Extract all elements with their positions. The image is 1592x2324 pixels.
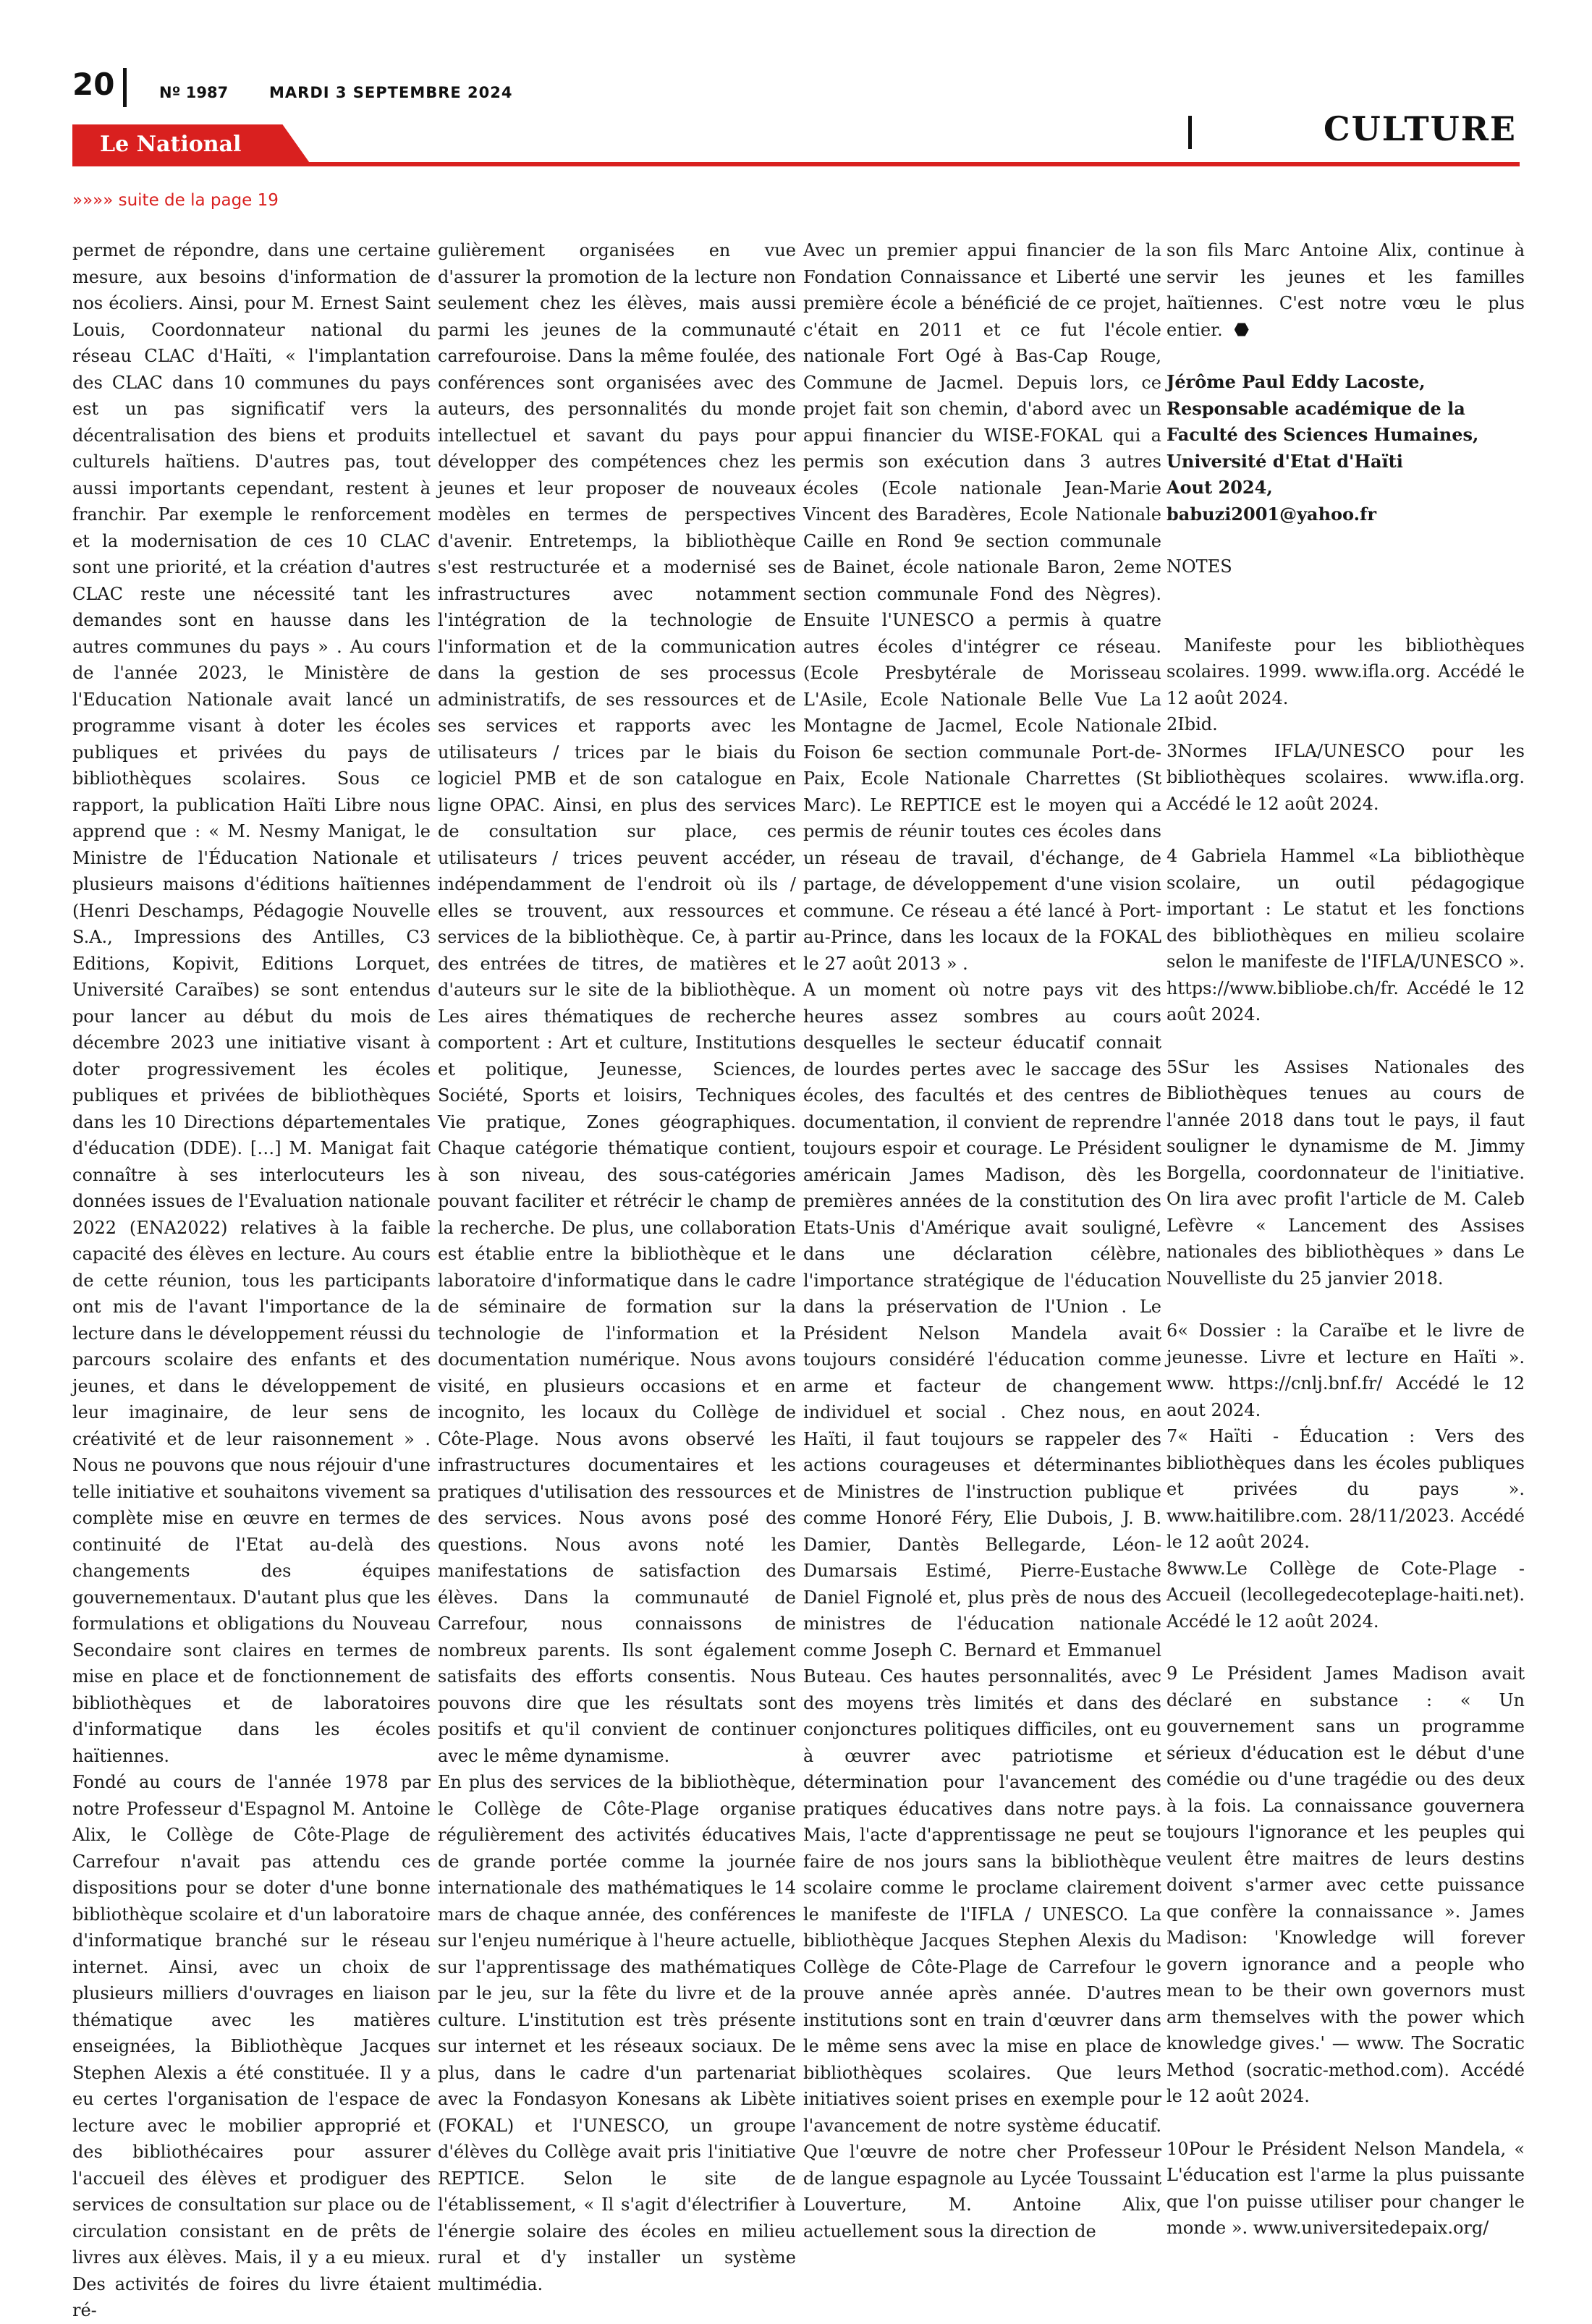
note-10: 10Pour le Président Nelson Mandela, « L'éducation est l'arme la plus puissante que l'on puisse utiliser pour changer le monde ». www.universitedepaix.org/	[1167, 2138, 1525, 2238]
notes-heading: NOTES	[1167, 556, 1232, 577]
article-body	[0, 237, 1592, 2320]
page-number: 20	[72, 67, 115, 102]
note-4: 4 Gabriela Hammel «La bibliothèque scolaire, un outil pédagogique important : Le statut et les fonctions des bibliothèques en milieu scolaire selon le manifeste de l'IFLA/UNESCO ». https://www.bibliobe.ch/fr. Accédé le 12 août 2024.	[1167, 846, 1525, 1025]
column-1	[72, 237, 431, 2320]
note-9: 9 Le Président James Madison avait déclaré en substance : « Un gouvernement sans un programme sérieux d'éducation est le début d'une comédie ou d'une tragédie ou des deux à la fois. La connaissance gouvernera toujours l'ignorance et les peuples qui veulent être maitres de leurs destins doivent s'armer avec cette puissance que confère la connaissance ». James Madison: 'Knowledge will forever govern ignorance and a people who mean to be their own governors must arm themselves with the power which knowledge gives.' — www. The Socratic Method (socratic-method.com). Accédé le 12 août 2024.	[1167, 1663, 1525, 2106]
note-7: 7« Haïti - Éducation : Vers des bibliothèques dans les écoles publiques et privées du pays ». www.haitilibre.com. 28/11/2023. Accédé le 12 août 2024.	[1167, 1426, 1525, 1552]
page-header	[0, 0, 1592, 174]
column-2	[438, 237, 796, 2294]
paragraph	[1167, 237, 1525, 343]
author-name: Jérôme Paul Eddy Lacoste,	[1167, 371, 1426, 392]
continued-from: »»»» suite de la page 19	[72, 191, 279, 210]
publication-date: MARDI 3 SEPTEMBRE 2024	[269, 84, 513, 101]
column-4	[1167, 237, 1525, 2238]
note-5: 5Sur les Assises Nationales des Bibliothèques tenues au cours de l'année 2018 dans tout le pays, il faut souligner le dynamisme de M. Jimmy Borgella, coordonnateur de l'initiative. On lira avec profit l'article de M. Caleb Lefèvre « Lancement des Assises nationales des bibliothèques » dans Le Nouvelliste du 25 janvier 2018.	[1167, 1056, 1525, 1289]
end-of-article-icon	[1235, 323, 1249, 337]
author-signature	[1167, 369, 1525, 527]
paragraph: gulièrement organisées en vue d'assurer la promotion de la lecture non seulement chez les élèves, mais aussi parmi les jeunes de la communauté carrefouroise. Dans la même foulée, des conférences sont organisées avec des auteurs, des personnalités du monde intellectuel et savant du pays pour développer des compétences chez les jeunes et leur proposer de nouveaux modèles en termes de perspectives d'avenir. Entretemps, la bibliothèque s'est restructurée et a modernisé ses infrastructures avec notamment l'intégration de la technologie de l'information et de la communication dans la gestion de ses processus administratifs, de ses ressources et de ses services et rapports avec les utilisateurs / trices par le biais du logiciel PMB et de son catalogue en ligne OPAC. Ainsi, en plus des services de consultation sur place, ces utilisateurs / trices peuvent accéder, indépendamment de l'endroit où ils / elles se trouvent, aux ressources et services de la bibliothèque. Ce, à partir des entrées de titres, de matières et d'auteurs sur le site de la bibliothèque. Les aires thématiques de recherche comportent : Art et culture, Institutions et politique, Jeunesse, Sciences, Société, Sports et loisirs, Techniques Vie pratique, Zones géographiques. Chaque catégorie thématique contient, à son niveau, des sous-catégories pouvant faciliter et rétrécir le champ de la recherche. De plus, une collaboration est établie entre la bibliothèque et le laboratoire d'informatique dans le cadre de séminaire de formation sur la technologie de l'information et la documentation numérique. Nous avons visité, en plusieurs occasions et en incognito, les locaux du Collège de Côte-Plage. Nous avons observé les infrastructures documentaires et les pratiques d'utilisation des ressources et des services. Nous avons posé des questions. Nous avons noté les manifestations de satisfaction des élèves. Dans la communauté de Carrefour, nous connaissons de nombreux parents. Ils sont également satisfaits des efforts consentis. Nous pouvons dire que les résultats sont positifs et qu'il convient de continuer avec le même dynamisme.	[438, 240, 796, 1766]
note-3: 3Normes IFLA/UNESCO pour les bibliothèques scolaires. www.ifla.org. Accédé le 12 août 2024.	[1167, 740, 1525, 814]
section-title: CULTURE	[1324, 109, 1517, 148]
issue-number: Nº 1987	[159, 84, 229, 101]
column-3	[803, 237, 1161, 2242]
paragraph: En plus des services de la bibliothèque, le Collège de Côte-Plage organise régulièrement des activités éducatives de grande portée comme la journée internationale des mathématiques le 14 mars de chaque année, des conférences sur l'enjeu numérique à l'heure actuelle, sur l'apprentissage des mathématiques par le jeu, sur la fête du livre et de la culture. L'institution est très présente sur internet et les réseaux sociaux. De plus, dans le cadre d'un partenariat avec la Fondasyon Konesans ak Libète (FOKAL) et l'UNESCO, un groupe d'élèves du Collège avait pris l'initiative REPTICE. Selon le site de l'établissement, « Il s'agit d'électrifier à l'énergie solaire des écoles en milieu rural et d'y installer un système multimédia.	[438, 1772, 796, 2294]
paragraph: Fondé au cours de l'année 1978 par notre Professeur d'Espagnol M. Antoine Alix, le Collège de Côte-Plage de Carrefour n'avait pas attendu ces dispositions pour se doter d'une bonne bibliothèque scolaire et d'un laboratoire d'informatique branché sur le réseau internet. Ainsi, avec un choix de plusieurs milliers d'ouvrages en liaison thématique avec les matières enseignées, la Bibliothèque Jacques Stephen Alexis a été constituée. Il y a eu certes l'organisation de l'espace de lecture avec le mobilier approprié et des bibliothécaires pour assurer l'accueil des élèves et prodiguer des services de consultation sur place ou de circulation consistant en de prêts de livres aux élèves. Mais, il y a eu mieux. Des activités de foires du livre étaient ré-	[72, 1772, 431, 2320]
note-1: Manifeste pour les bibliothèques scolaires. 1999. www.ifla.org. Accédé le 12 août 2024.	[1167, 635, 1525, 708]
newspaper-name: Le National	[100, 132, 242, 157]
note-6: 6« Dossier : la Caraïbe et le livre de jeunesse. Livre et lecture en Haïti ». www. https://cnlj.bnf.fr/ Accédé le 12 aout 2024.	[1167, 1320, 1525, 1420]
section-divider	[1188, 116, 1192, 149]
author-title: Responsable académique de la Faculté des Sciences Humaines, Université d'Etat d'Haïti	[1167, 397, 1479, 472]
page-number-divider	[123, 68, 127, 107]
author-email: babuzi2001@yahoo.fr	[1167, 503, 1376, 525]
paragraph: A un moment où notre pays vit des heures assez sombres au cours desquelles le secteur éducatif connait de lourdes pertes avec le saccage des écoles, des facultés et des centres de documentation, il convient de reprendre toujours espoir et courage. Le Président américain James Madison, dès les premières années de la constitution des Etats-Unis d'Amérique avait souligné, dans une déclaration célèbre, l'importance stratégique de l'éducation dans la préservation de l'Union . Le Président Nelson Mandela avait toujours considéré l'éducation comme arme et facteur de changement individuel et social . Chez nous, en Haïti, il faut toujours se rappeler des actions courageuses et déterminantes de Ministres de l'instruction publique comme Honoré Féry, Elie Dubois, J. B. Damier, Dantès Bellegarde, Léon-Dumarsais Estimé, Pierre-Eustache Daniel Fignolé et, plus près de nous des ministres de l'éducation nationale comme Joseph C. Bernard et Emmanuel Buteau. Ces hautes personnalités, avec des moyens très limités et dans des conjonctures politiques difficiles, ont eu à œuvrer avec patriotisme et détermination pour l'avancement des pratiques éducatives dans notre pays. Mais, l'acte d'apprentissage ne peut se faire de nos jours sans la bibliothèque scolaire comme le proclame clairement le manifeste de l'IFLA / UNESCO. La bibliothèque Jacques Stephen Alexis du Collège de Côte-Plage de Carrefour le prouve année après année. D'autres institutions sont en train d'œuvrer dans le même sens avec la mise en place de bibliothèques scolaires. Que leurs initiatives soient prises en exemple pour l'avancement de notre système éducatif. Que l'œuvre de notre cher Professeur de langue espagnole au Lycée Toussaint Louverture, M. Antoine Alix, actuellement sous la direction de	[803, 980, 1161, 2242]
paragraph: Avec un premier appui financier de la Fondation Connaissance et Liberté une première école a bénéficié de ce projet, c'était en 2011 et ce fut l'école nationale Fort Ogé à Bas-Cap Rouge, Commune de Jacmel. Depuis lors, ce projet fait son chemin, d'abord avec un appui financier du WISE-FOKAL qui a permis son exécution dans 3 autres écoles (Ecole nationale Jean-Marie Vincent des Baradères, Ecole Nationale Caille en Rond 9e section communale de Bainet, école nationale Baron, 2eme section communale Fond des Nègres). Ensuite l'UNESCO a permis à quatre autres écoles d'intégrer ce réseau. (Ecole Presbytérale de Morisseau L'Asile, Ecole Nationale Belle Vue La Montagne de Jacmel, Ecole Nationale Foison 6e section communale Port-de-Paix, Ecole Nationale Charrettes (St Marc). Le REPTICE est le moyen qui a permis de réunir toutes ces écoles dans un réseau de travail, d'échange, de partage, de développement d'une vision commune. Ce réseau a été lancé à Port-au-Prince, dans les locaux de la FOKAL le 27 août 2013 » .	[803, 240, 1161, 974]
closing-text: son fils Marc Antoine Alix, continue à servir les jeunes et les familles haïtiennes. C'est notre vœu le plus entier.	[1167, 240, 1525, 340]
paragraph: permet de répondre, dans une certaine mesure, aux besoins d'information de nos écoliers. Ainsi, pour M. Ernest Saint Louis, Coordonnateur national du réseau CLAC d'Haïti, « l'implantation des CLAC dans 10 communes du pays est un pas significatif vers la décentralisation des biens et produits culturels haïtiens. D'autres pas, tout aussi importants cependant, restent à franchir. Par exemple le renforcement et la modernisation de ces 10 CLAC sont une priorité, et la création d'autres CLAC reste une nécessité tant les demandes sont en hausse dans les autres communes du pays » . Au cours de l'année 2023, le Ministère de l'Education Nationale avait lancé un programme visant à doter les écoles publiques et privées du pays de bibliothèques scolaires. Sous ce rapport, la publication Haïti Libre nous apprend que : « M. Nesmy Manigat, le Ministre de l'Éducation Nationale et plusieurs maisons d'éditions haïtiennes (Henri Deschamps, Pédagogie Nouvelle S.A., Impressions des Antilles, C3 Editions, Kopivit, Editions Lorquet, Université Caraïbes) se sont entendus pour lancer au début du mois de décembre 2023 une initiative visant à doter progressivement les écoles publiques et privées de bibliothèques dans les 10 Directions départementales d'éducation (DDE). […] M. Manigat fait connaître à ses interlocuteurs les données issues de l'Evaluation nationale 2022 (ENA2022) relatives à la faible capacité des élèves en lecture. Au cours de cette réunion, tous les participants ont mis de l'avant l'importance de la lecture dans le développement réussi du parcours scolaire des enfants et des jeunes, et dans le développement de leur imaginaire, de leur sens de créativité et de leur raisonnement » . Nous ne pouvons que nous réjouir d'une telle initiative et souhaitons vivement sa complète mise en œuvre en termes de continuité de l'Etat au-delà des changements des équipes gouvernementaux. D'autant plus que les formulations et obligations du Nouveau Secondaire sont claires en termes de mise en place et de fonctionnement de bibliothèques et de laboratoires d'informatique dans les écoles haïtiennes.	[72, 240, 431, 1766]
note-8: 8www.Le Collège de Cote-Plage - Accueil (lecollegedecoteplage-haiti.net). Accédé le 12 août 2024.	[1167, 1558, 1525, 1632]
note-2: 2Ibid.	[1167, 714, 1218, 734]
author-date: Aout 2024,	[1167, 477, 1273, 498]
